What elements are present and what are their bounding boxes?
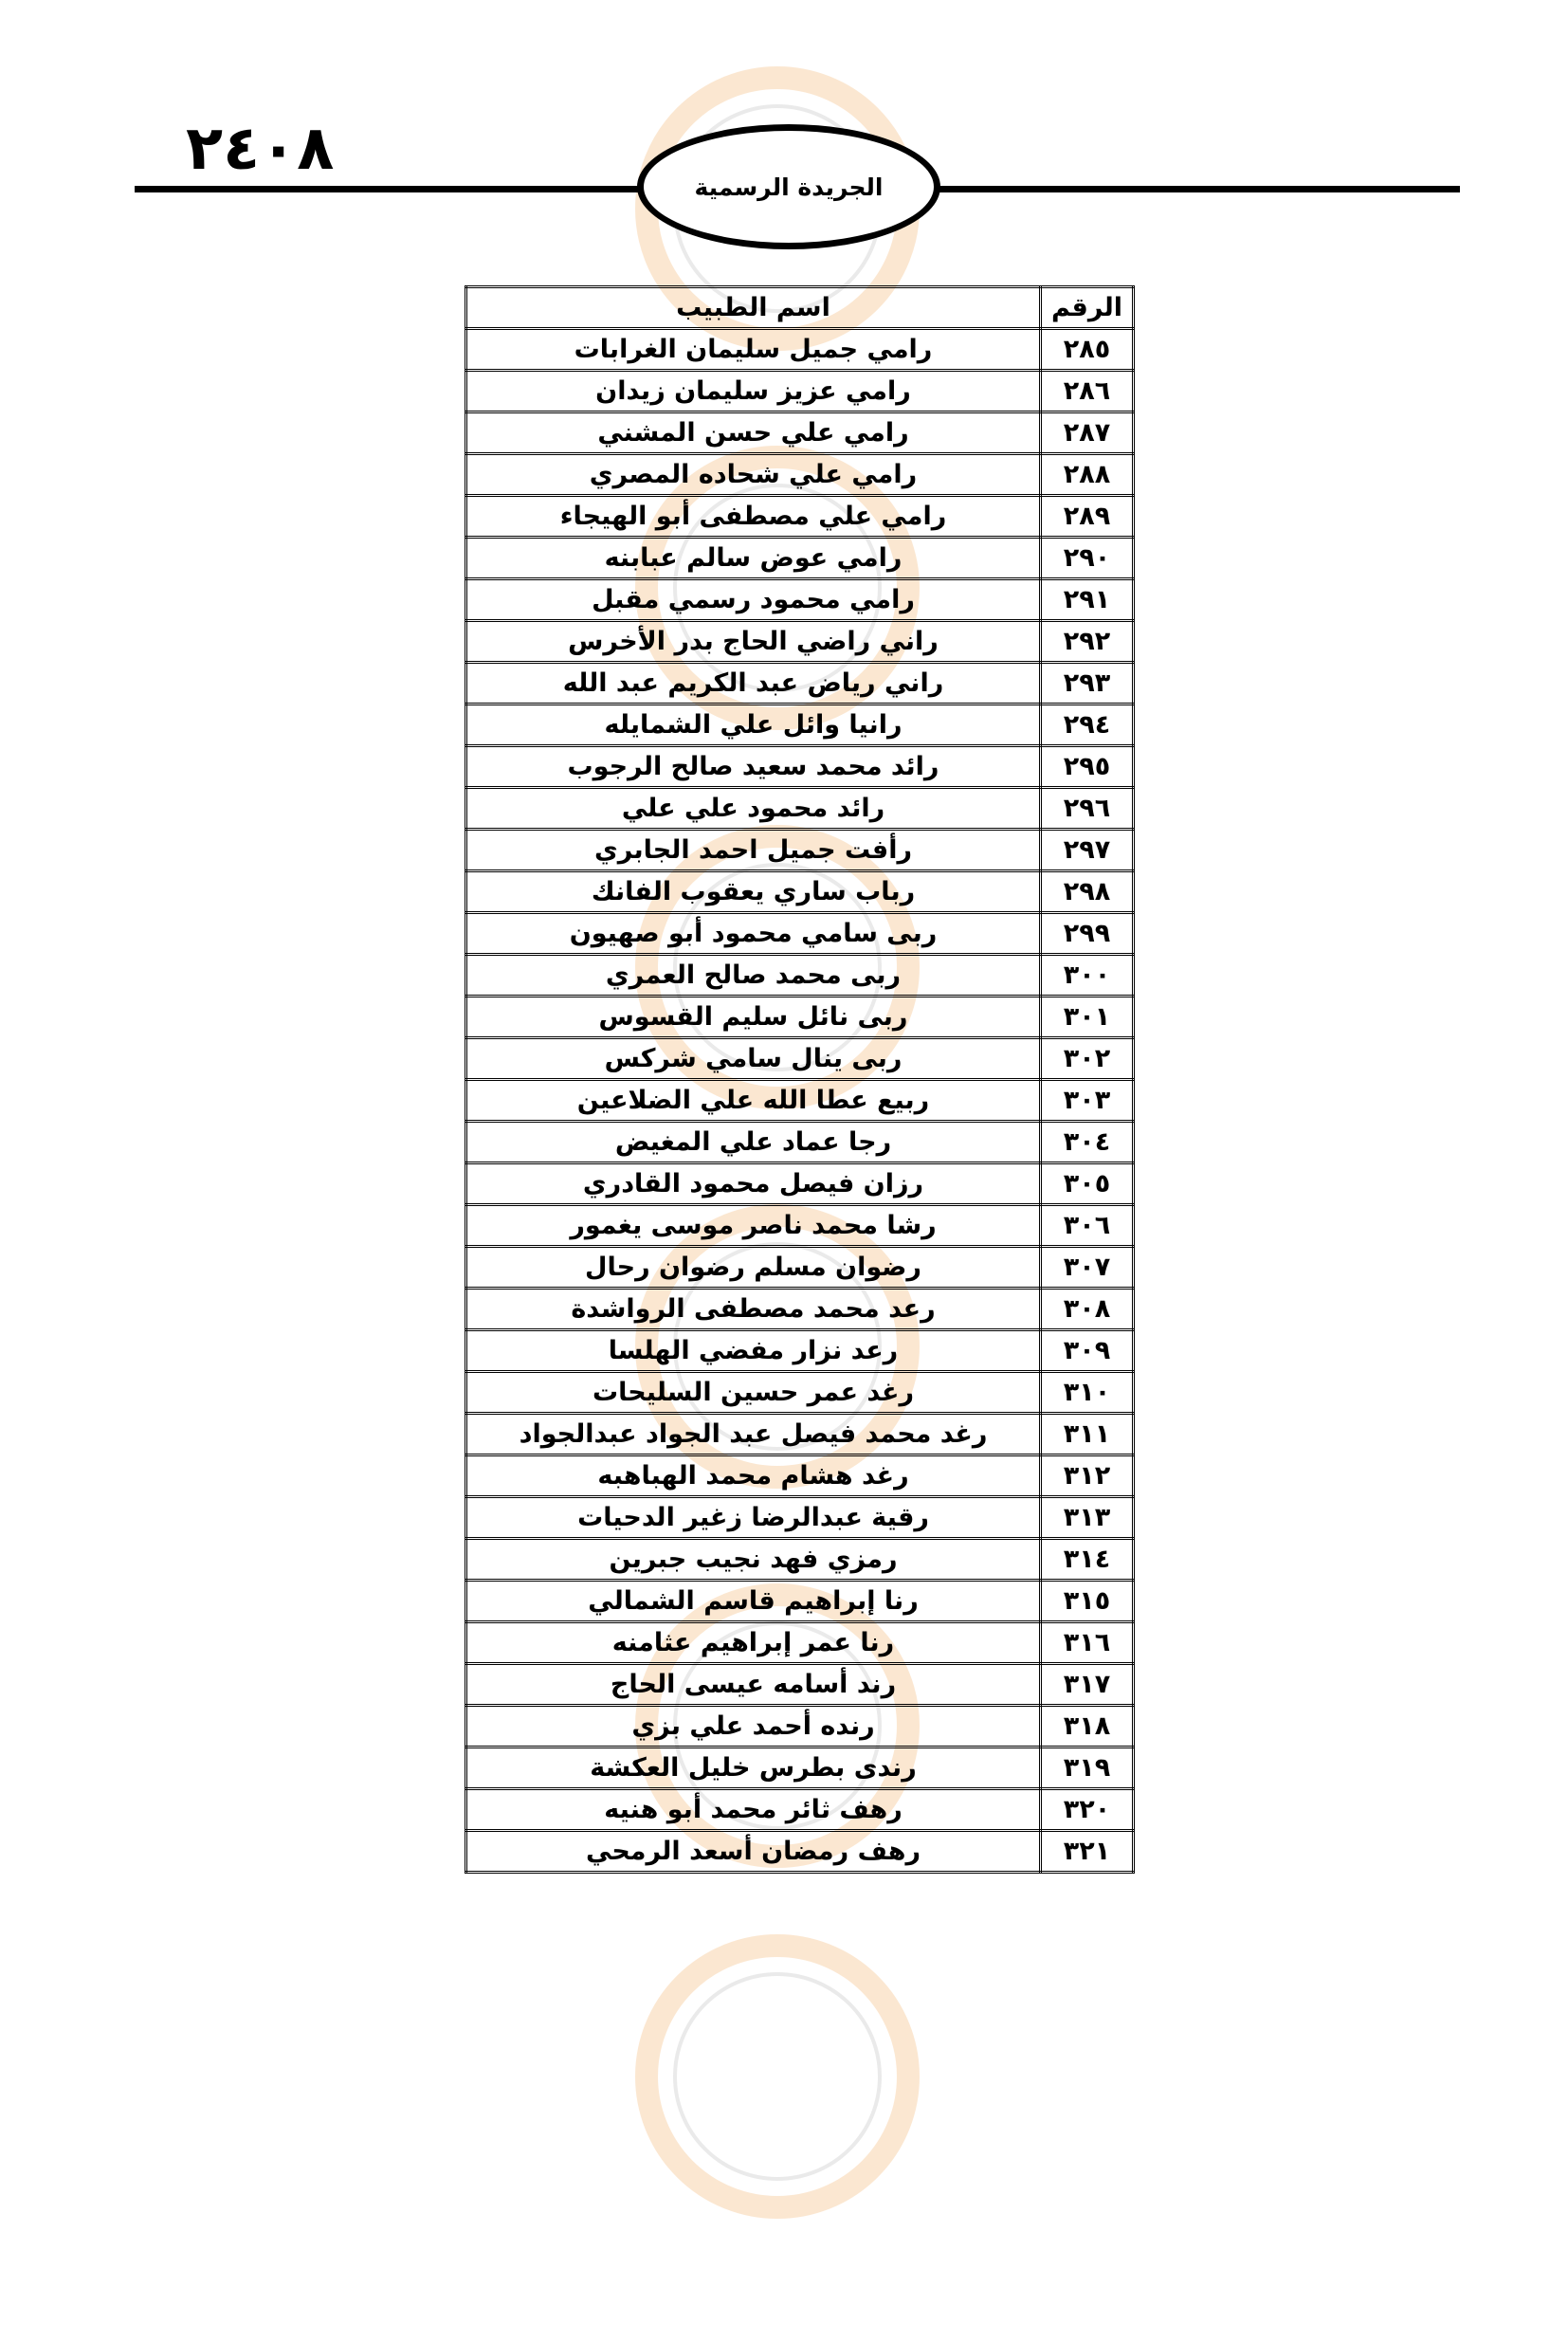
doctors-table [465, 285, 1135, 1874]
table-row [466, 788, 1134, 830]
row-number: ٢٨٥ [1041, 329, 1134, 371]
row-number: ٣١٢ [1041, 1455, 1134, 1497]
table-row [466, 1455, 1134, 1497]
gazette-title-oval [637, 124, 940, 249]
row-number: ٣٢١ [1041, 1831, 1134, 1873]
row-number: ٣١٤ [1041, 1539, 1134, 1581]
watermark-logo [512, 1934, 1062, 2342]
row-number: ٢٨٨ [1041, 454, 1134, 496]
doctor-name: رعد محمد مصطفى الرواشدة [466, 1289, 1041, 1330]
doctor-name: رزان فيصل محمود القادري [466, 1163, 1041, 1205]
column-header-name: اسم الطبيب [466, 287, 1041, 329]
table-row [466, 704, 1134, 746]
doctor-name: رهف ثائر محمد أبو هنيه [466, 1789, 1041, 1831]
table-row [466, 1664, 1134, 1706]
row-number: ٢٩٧ [1041, 830, 1134, 871]
doctor-name: رائد محمود علي علي [466, 788, 1041, 830]
doctor-name: رندى بطرس خليل العكشة [466, 1747, 1041, 1789]
row-number: ٢٨٩ [1041, 496, 1134, 538]
doctor-name: رامي علي مصطفى أبو الهيجاء [466, 496, 1041, 538]
row-number: ٣٠٦ [1041, 1205, 1134, 1247]
table-row [466, 1080, 1134, 1122]
table-row [466, 1247, 1134, 1289]
gazette-title: الجريدة الرسمية [694, 173, 884, 201]
table-row [466, 1414, 1134, 1455]
row-number: ٢٩٤ [1041, 704, 1134, 746]
row-number: ٣٠٧ [1041, 1247, 1134, 1289]
table-row [466, 1372, 1134, 1414]
table-row [466, 955, 1134, 997]
doctor-name: رغد محمد فيصل عبد الجواد عبدالجواد [466, 1414, 1041, 1455]
row-number: ٢٩٦ [1041, 788, 1134, 830]
row-number: ٣١٩ [1041, 1747, 1134, 1789]
row-number: ٣١٨ [1041, 1706, 1134, 1747]
table-row [466, 1497, 1134, 1539]
doctor-name: رامي علي حسن المشني [466, 412, 1041, 454]
watermark-clock-icon [635, 1934, 920, 2219]
doctor-name: ربى ينال سامي شركس [466, 1038, 1041, 1080]
doctor-name: رغد هشام محمد الهباهبه [466, 1455, 1041, 1497]
table-row [466, 1122, 1134, 1163]
doctor-name: راني راضي الحاج بدر الأخرس [466, 621, 1041, 663]
table-row [466, 913, 1134, 955]
doctor-name: راني رياض عبد الكريم عبد الله [466, 663, 1041, 704]
row-number: ٣٠٥ [1041, 1163, 1134, 1205]
doctor-name: رائد محمد سعيد صالح الرجوب [466, 746, 1041, 788]
table-row [466, 1539, 1134, 1581]
table-row [466, 1831, 1134, 1873]
row-number: ٣٠٨ [1041, 1289, 1134, 1330]
table-row [466, 1163, 1134, 1205]
table-row [466, 1581, 1134, 1622]
doctor-name: رانيا وائل علي الشمايله [466, 704, 1041, 746]
doctor-name: رأفت جميل احمد الجابري [466, 830, 1041, 871]
table-row [466, 329, 1134, 371]
table-row [466, 1622, 1134, 1664]
table-row [466, 1205, 1134, 1247]
row-number: ٣١٦ [1041, 1622, 1134, 1664]
doctor-name: رهف رمضان أسعد الرمحي [466, 1831, 1041, 1873]
doctor-name: رنده أحمد علي بزي [466, 1706, 1041, 1747]
doctor-name: رند أسامه عيسى الحاج [466, 1664, 1041, 1706]
table-row [466, 621, 1134, 663]
table-row [466, 538, 1134, 579]
row-number: ٢٨٦ [1041, 371, 1134, 412]
row-number: ٢٩٣ [1041, 663, 1134, 704]
row-number: ٢٨٧ [1041, 412, 1134, 454]
row-number: ٣٠٤ [1041, 1122, 1134, 1163]
table-row [466, 871, 1134, 913]
row-number: ٣١٣ [1041, 1497, 1134, 1539]
doctor-name: ربيع عطا الله علي الضلاعين [466, 1080, 1041, 1122]
doctor-name: رباب ساري يعقوب الفانك [466, 871, 1041, 913]
row-number: ٢٩٥ [1041, 746, 1134, 788]
doctor-name: رعد نزار مفضي الهلسا [466, 1330, 1041, 1372]
row-number: ٣٠١ [1041, 997, 1134, 1038]
doctor-name: رامي جميل سليمان الغرابات [466, 329, 1041, 371]
doctor-name: رامي عوض سالم عبابنه [466, 538, 1041, 579]
table-row [466, 1789, 1134, 1831]
table-row [466, 746, 1134, 788]
doctor-name: رامي علي شحاده المصري [466, 454, 1041, 496]
table-row [466, 1747, 1134, 1789]
page-number: ٢٤٠٨ [186, 114, 335, 184]
doctor-name: رنا عمر إبراهيم عثامنه [466, 1622, 1041, 1664]
row-number: ٢٩٢ [1041, 621, 1134, 663]
table-row [466, 1289, 1134, 1330]
doctor-name: رغد عمر حسين السليحات [466, 1372, 1041, 1414]
doctor-name: رمزي فهد نجيب جبرين [466, 1539, 1041, 1581]
table-row [466, 454, 1134, 496]
doctor-name: ربى سامي محمود أبو صهيون [466, 913, 1041, 955]
row-number: ٣٠٢ [1041, 1038, 1134, 1080]
row-number: ٣٢٠ [1041, 1789, 1134, 1831]
doctor-name: رامي محمود رسمي مقبل [466, 579, 1041, 621]
doctor-name: رامي عزيز سليمان زيدان [466, 371, 1041, 412]
table-row [466, 830, 1134, 871]
column-header-number: الرقم [1041, 287, 1134, 329]
table-row [466, 1706, 1134, 1747]
row-number: ٣٠٣ [1041, 1080, 1134, 1122]
table-row [466, 663, 1134, 704]
row-number: ٣١٥ [1041, 1581, 1134, 1622]
table-row [466, 496, 1134, 538]
row-number: ٢٩٠ [1041, 538, 1134, 579]
row-number: ٢٩٩ [1041, 913, 1134, 955]
watermark-clock-face [673, 1972, 882, 2181]
row-number: ٣١٠ [1041, 1372, 1134, 1414]
table-row [466, 412, 1134, 454]
table-row [466, 1038, 1134, 1080]
row-number: ٣٠٩ [1041, 1330, 1134, 1372]
table-header-row [466, 287, 1134, 329]
doctor-name: ربى نائل سليم القسوس [466, 997, 1041, 1038]
row-number: ٢٩٨ [1041, 871, 1134, 913]
table-row [466, 371, 1134, 412]
doctor-name: رنا إبراهيم قاسم الشمالي [466, 1581, 1041, 1622]
doctor-name: رشا محمد ناصر موسى يغمور [466, 1205, 1041, 1247]
doctor-name: رضوان مسلم رضوان رحال [466, 1247, 1041, 1289]
row-number: ٣١٧ [1041, 1664, 1134, 1706]
doctor-name: رجا عماد علي المغيض [466, 1122, 1041, 1163]
doctor-name: رقية عبدالرضا زغير الدحيات [466, 1497, 1041, 1539]
row-number: ٢٩١ [1041, 579, 1134, 621]
row-number: ٣١١ [1041, 1414, 1134, 1455]
doctor-name: ربى محمد صالح العمري [466, 955, 1041, 997]
table-row [466, 579, 1134, 621]
row-number: ٣٠٠ [1041, 955, 1134, 997]
table-row [466, 997, 1134, 1038]
table-row [466, 1330, 1134, 1372]
